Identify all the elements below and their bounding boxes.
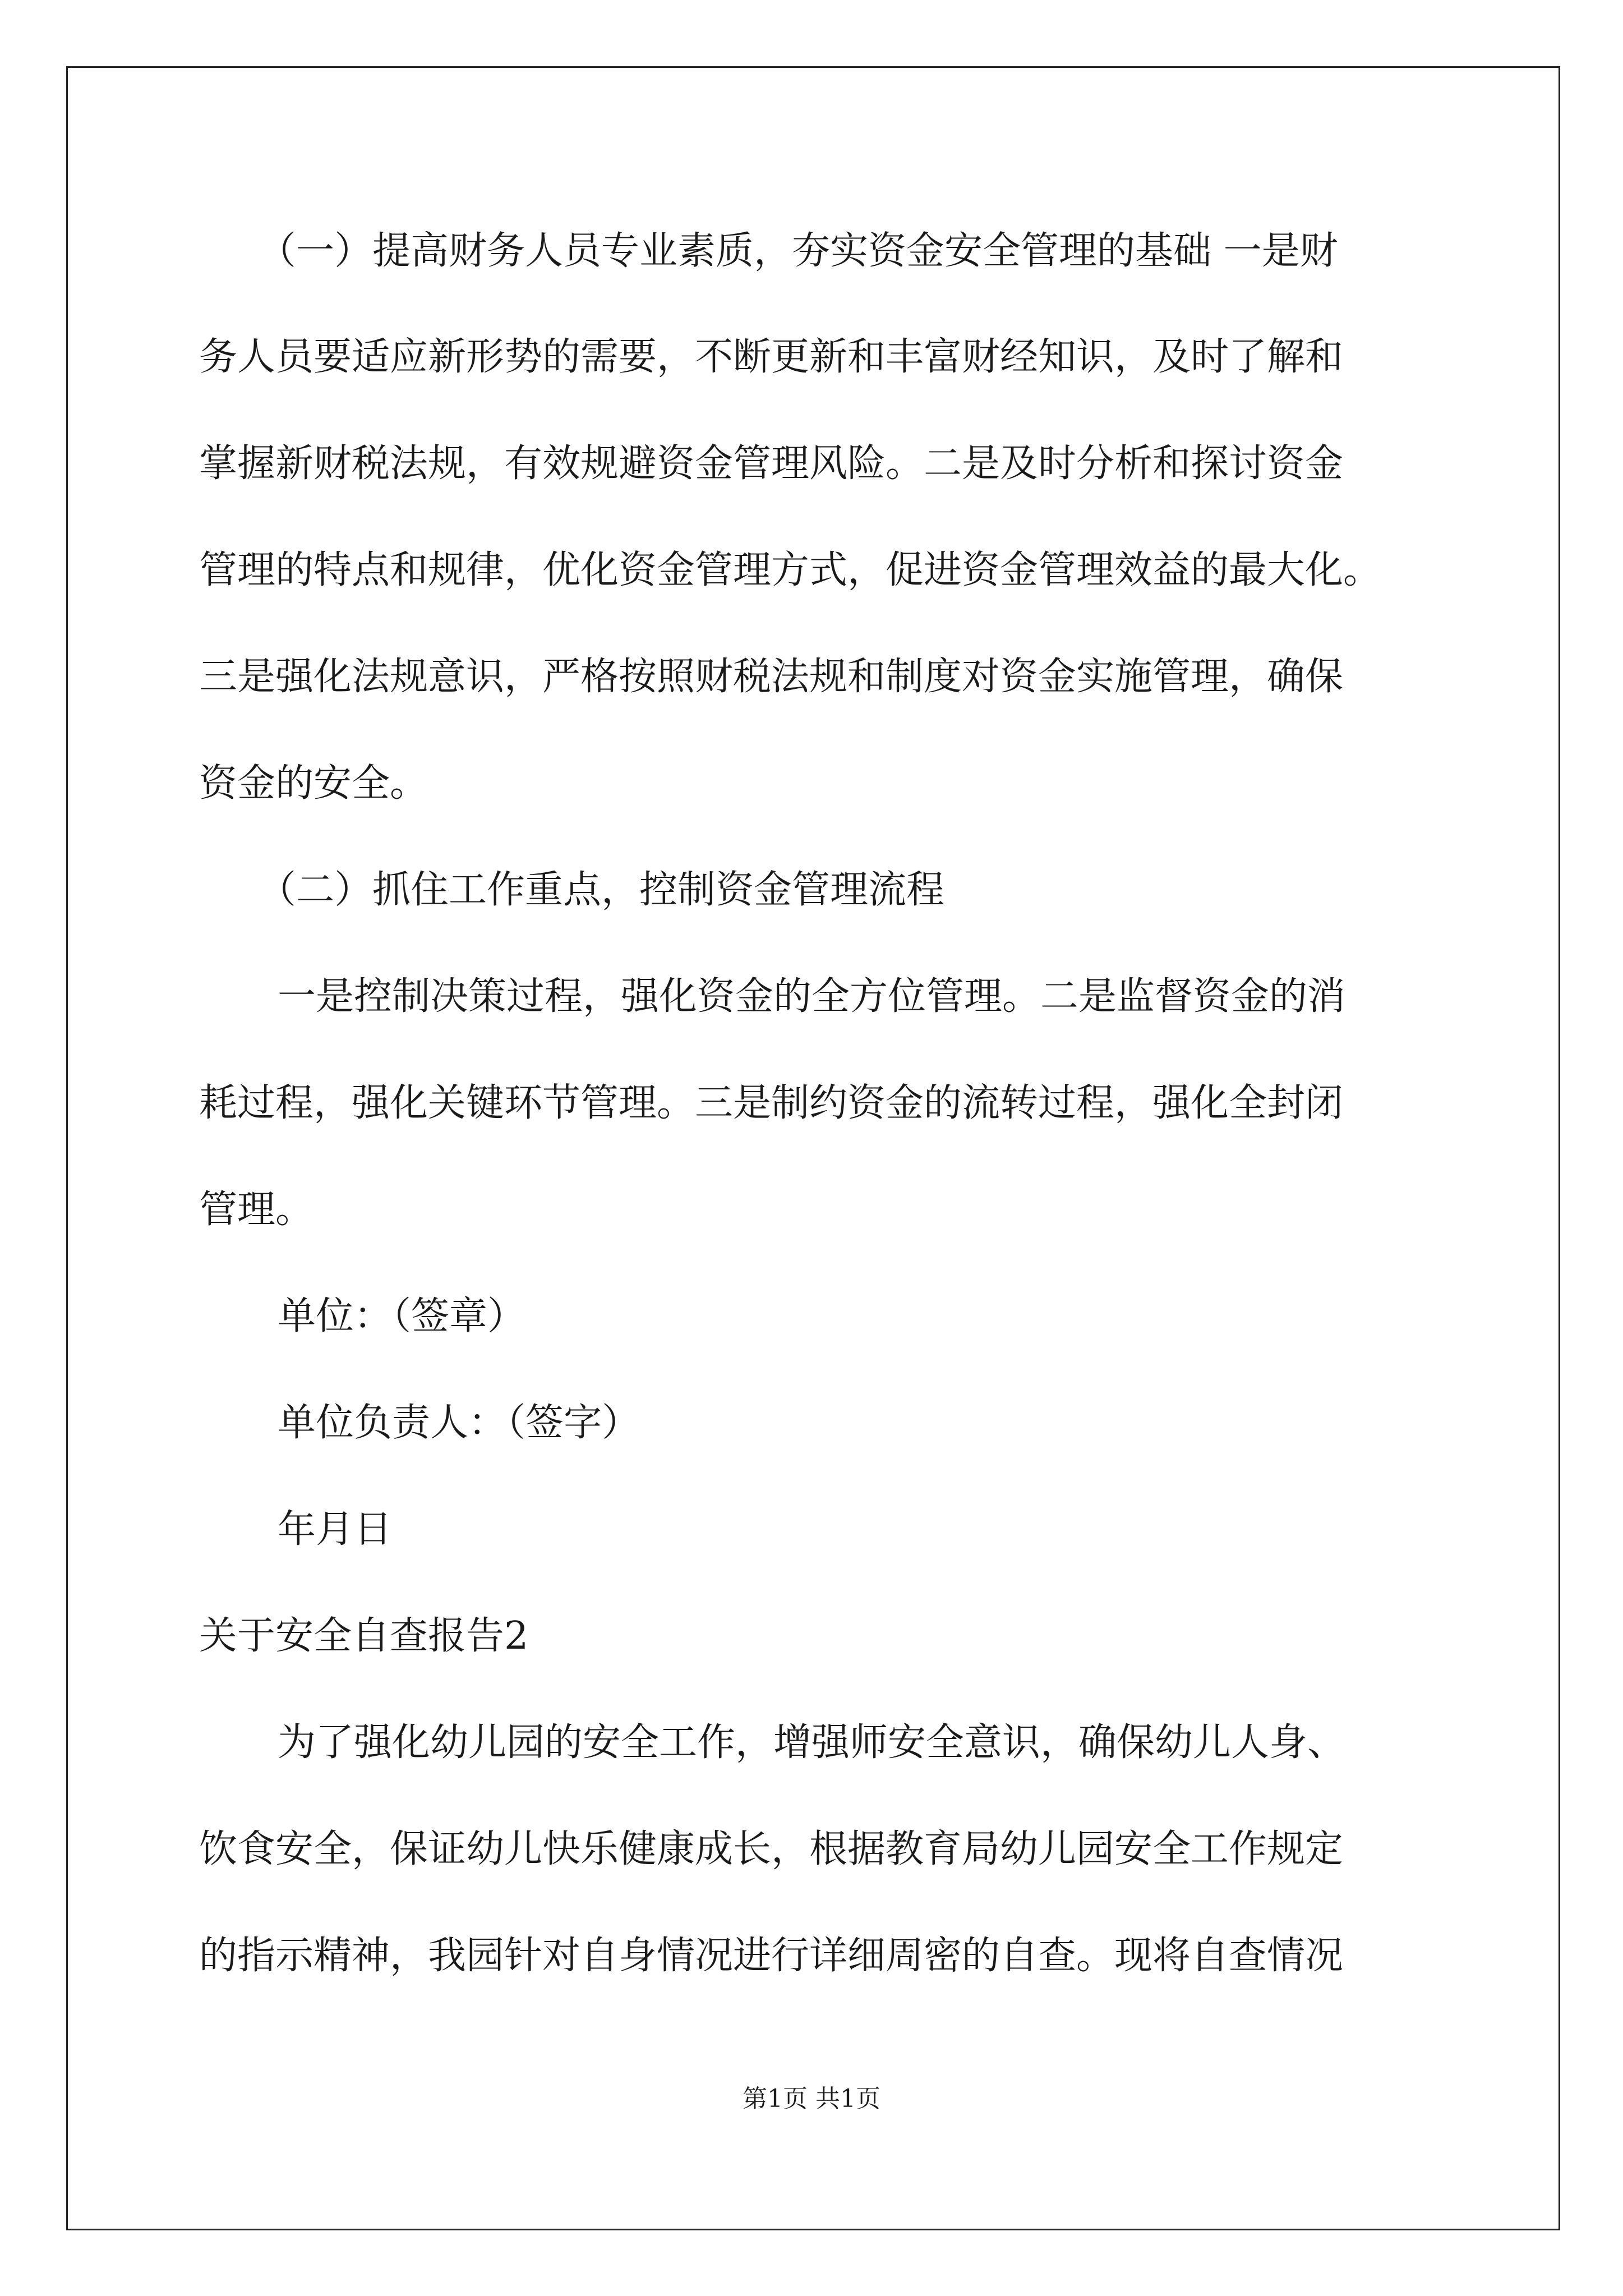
- paragraph-1-line-1: （一）提高财务人员专业素质，夯实资金安全管理的基础 一是财: [258, 229, 1338, 273]
- section-heading-2: （二）抓住工作重点，控制资金管理流程: [258, 868, 945, 912]
- paragraph-1-line-6: 资金的安全。: [199, 761, 428, 806]
- paragraph-3-line-3: 的指示精神，我园针对自身情况进行详细周密的自查。现将自查情况: [199, 1934, 1344, 1978]
- paragraph-3-line-1: 为了强化幼儿园的安全工作，增强师安全意识，确保幼儿人身、: [278, 1720, 1346, 1765]
- paragraph-2-line-1: 一是控制决策过程，强化资金的全方位管理。二是监督资金的消: [278, 974, 1346, 1019]
- page-border: [66, 66, 1560, 2230]
- paragraph-1-line-2: 务人员要适应新形势的需要，不断更新和丰富财经知识，及时了解和: [199, 335, 1344, 379]
- paragraph-1-line-4: 管理的特点和规律，优化资金管理方式，促进资金管理效益的最大化。: [199, 548, 1382, 592]
- report-title: 关于安全自查报告2: [199, 1614, 529, 1658]
- paragraph-1-line-3: 掌握新财税法规，有效规避资金管理风险。二是及时分析和探讨资金: [199, 441, 1344, 486]
- page-footer: 第1页 共1页: [743, 2085, 880, 2113]
- paragraph-1-line-5: 三是强化法规意识，严格按照财税法规和制度对资金实施管理，确保: [199, 655, 1344, 699]
- paragraph-3-line-2: 饮食安全，保证幼儿快乐健康成长，根据教育局幼儿园安全工作规定: [199, 1827, 1344, 1871]
- signature-responsible-person: 单位负责人：（签字）: [278, 1401, 640, 1445]
- paragraph-2-line-2: 耗过程，强化关键环节管理。三是制约资金的流转过程，强化全封闭: [199, 1081, 1344, 1125]
- paragraph-2-line-3: 管理。: [199, 1188, 314, 1232]
- signature-unit: 单位：（签章）: [278, 1294, 526, 1338]
- signature-date: 年月日: [278, 1507, 393, 1552]
